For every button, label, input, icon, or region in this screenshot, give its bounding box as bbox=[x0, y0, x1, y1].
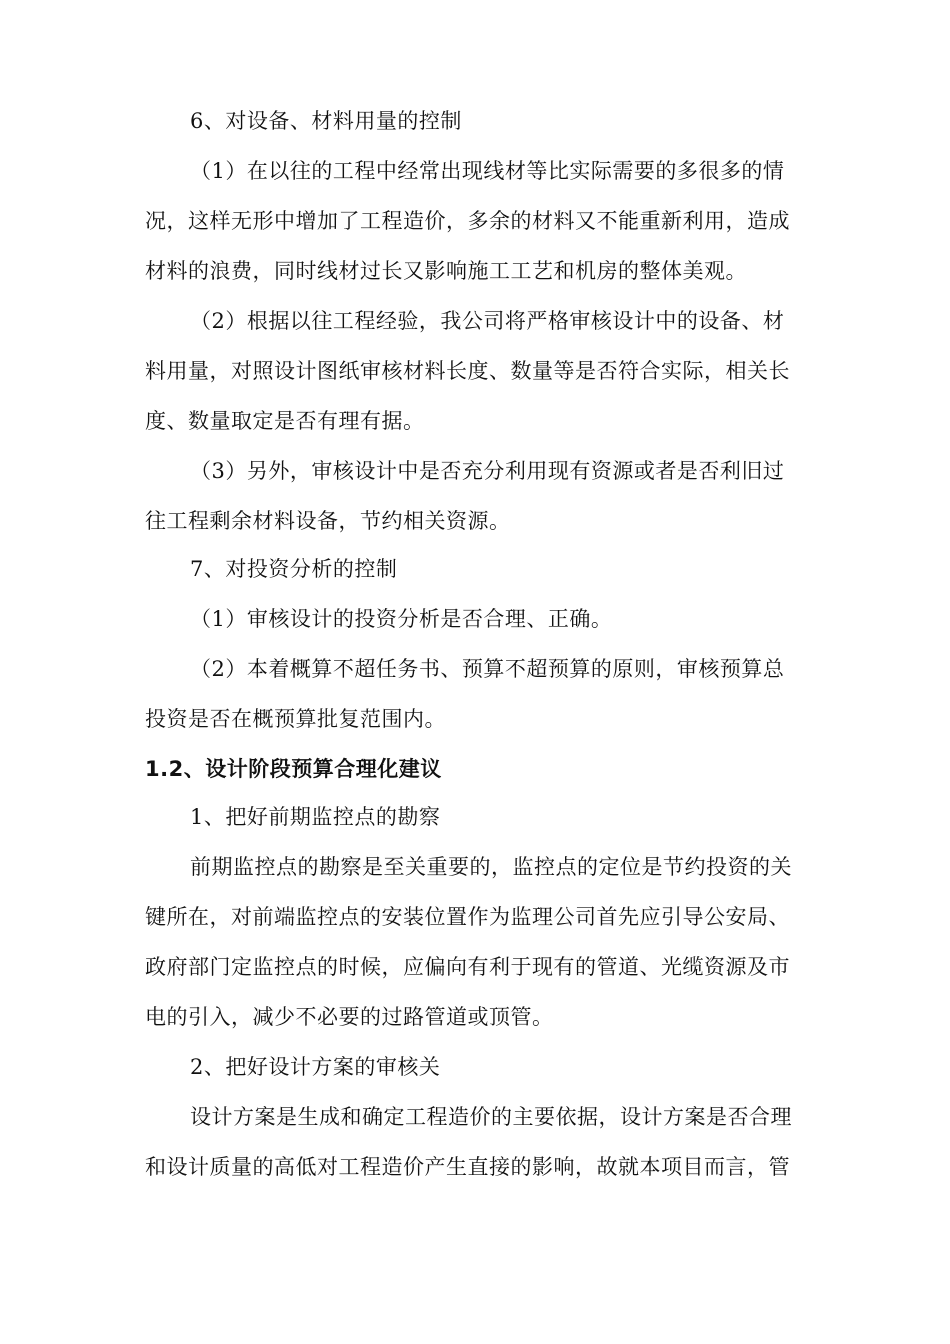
paragraph-line: 键所在，对前端监控点的安装位置作为监理公司首先应引导公安局、 bbox=[145, 905, 790, 929]
paragraph-line: 投资是否在概预算批复范围内。 bbox=[145, 707, 446, 731]
subsection-2-title: 2、把好设计方案的审核关 bbox=[190, 1055, 441, 1079]
paragraph-line: （1）在以往的工程中经常出现线材等比实际需要的多很多的情 bbox=[190, 159, 785, 183]
paragraph-line: 和设计质量的高低对工程造价产生直接的影响，故就本项目而言，管 bbox=[145, 1155, 790, 1179]
paragraph-line: （3）另外，审核设计中是否充分利用现有资源或者是否利旧过 bbox=[190, 459, 785, 483]
paragraph-line: 料用量，对照设计图纸审核材料长度、数量等是否符合实际，相关长 bbox=[145, 359, 790, 383]
section-1-2-heading: 1.2、设计阶段预算合理化建议 bbox=[145, 757, 442, 781]
paragraph-line: 度、数量取定是否有理有据。 bbox=[145, 409, 425, 433]
paragraph-line: （2）根据以往工程经验，我公司将严格审核设计中的设备、材 bbox=[190, 309, 785, 333]
subsection-1-title: 1、把好前期监控点的勘察 bbox=[190, 805, 441, 829]
paragraph-line: 设计方案是生成和确定工程造价的主要依据，设计方案是否合理 bbox=[190, 1105, 792, 1129]
section-7-paragraph-1: （1）审核设计的投资分析是否合理、正确。 bbox=[190, 607, 613, 631]
paragraph-line: （2）本着概算不超任务书、预算不超预算的原则，审核预算总 bbox=[190, 657, 785, 681]
paragraph-line: 电的引入，减少不必要的过路管道或顶管。 bbox=[145, 1005, 554, 1029]
paragraph-line: 政府部门定监控点的时候，应偏向有利于现有的管道、光缆资源及市 bbox=[145, 955, 790, 979]
section-7-title: 7、对投资分析的控制 bbox=[190, 557, 398, 581]
paragraph-line: 前期监控点的勘察是至关重要的，监控点的定位是节约投资的关 bbox=[190, 855, 792, 879]
paragraph-line: 往工程剩余材料设备，节约相关资源。 bbox=[145, 509, 511, 533]
paragraph-line: 材料的浪费，同时线材过长又影响施工工艺和机房的整体美观。 bbox=[145, 259, 747, 283]
section-6-title: 6、对设备、材料用量的控制 bbox=[190, 109, 462, 133]
paragraph-line: 况，这样无形中增加了工程造价，多余的材料又不能重新利用，造成 bbox=[145, 209, 790, 233]
